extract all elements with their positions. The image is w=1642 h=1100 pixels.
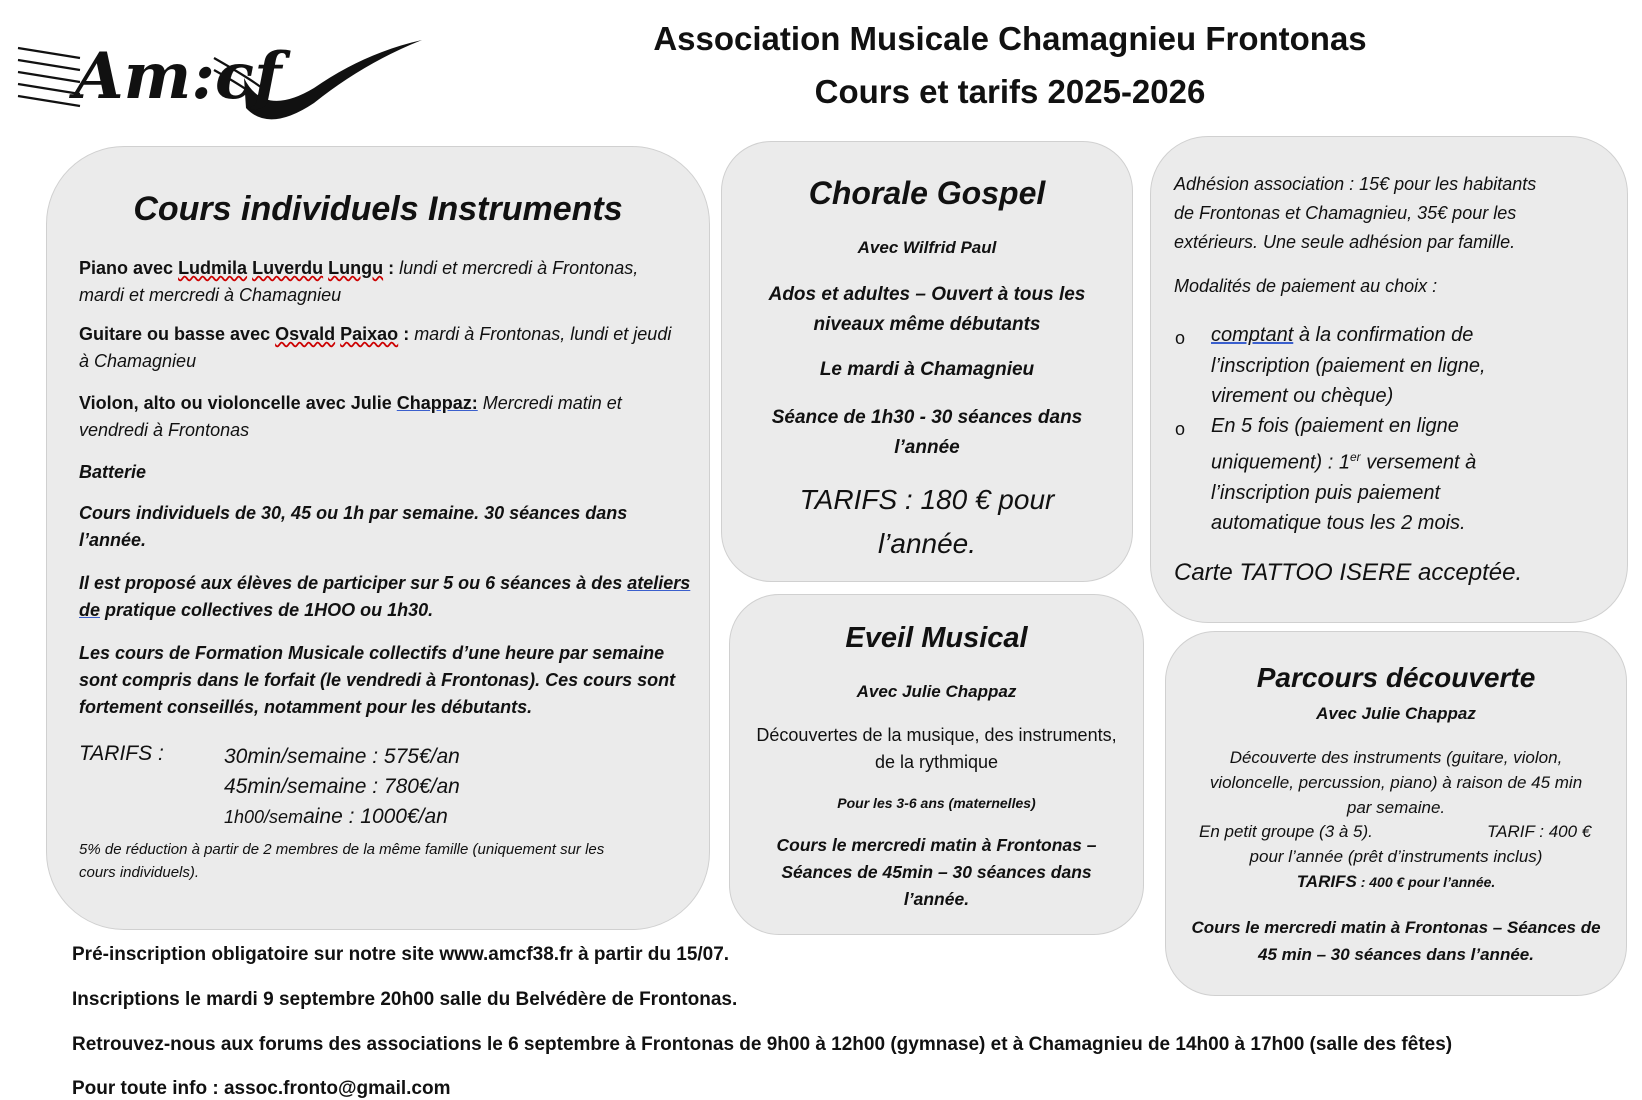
- opt2-line-2a: uniquement) : 1: [1211, 451, 1350, 474]
- piano-schedule-2: mardi et mercredi à Chamagnieu: [79, 285, 342, 305]
- opt1-line-3: virement ou chèque): [1211, 385, 1394, 407]
- fm-line-3: fortement conseillés, notamment pour les débutants.: [79, 697, 533, 717]
- eveil-teacher: Avec Julie Chappaz: [856, 682, 1017, 701]
- parcours-cours-1: Cours le mercredi matin à Frontonas – Séances de: [1191, 918, 1601, 937]
- formation-musicale-info: [79, 640, 704, 721]
- adhesion-line-1: Adhésion association : 15€ pour les habitants: [1174, 174, 1537, 194]
- opt1-line-1: à la confirmation de: [1293, 324, 1474, 346]
- violon-label: Violon, alto ou violoncelle avec Julie: [79, 393, 397, 413]
- amcf-logo: [14, 18, 424, 128]
- violon-entry: [79, 390, 699, 444]
- guitare-colon: :: [398, 324, 410, 344]
- footer-forums: Retrouvez-nous aux forums des associations le 6 septembre à Frontonas de 9h00 à 12h00 (gymnase) et à Chamagnieu de 14h00 à 17h00 (salle des fêtes): [72, 1034, 1453, 1055]
- tarif-1h-rest: aine : 1000€/an: [303, 805, 448, 828]
- carte-tattoo: Carte TATTOO ISERE acceptée.: [1174, 559, 1523, 586]
- parcours-description: [1165, 745, 1627, 820]
- eveil-cours-1: Cours le mercredi matin à Frontonas –: [776, 835, 1097, 855]
- opt2-line-2b: versement à: [1360, 451, 1477, 474]
- parcours-pret: pour l’année (prêt d’instruments inclus): [1249, 847, 1543, 866]
- guitare-schedule: mardi à Frontonas, lundi et jeudi: [409, 324, 672, 344]
- opt2-line-1: En 5 fois (paiement en ligne: [1211, 415, 1459, 437]
- footer-contact: Pour toute info : assoc.fronto@gmail.com: [72, 1078, 451, 1099]
- ateliers-de: de: [79, 600, 101, 620]
- instruments-tarifs-label: TARIFS :: [79, 742, 164, 765]
- adhesion-line-2: de Frontonas et Chamagnieu, 35€ pour les: [1174, 203, 1517, 223]
- gospel-public-2: niveaux même débutants: [813, 314, 1041, 335]
- footer-inscriptions: Inscriptions le mardi 9 septembre 20h00 salle du Belvédère de Frontonas.: [72, 989, 738, 1010]
- batterie-label: Batterie: [79, 462, 147, 482]
- gospel-public-1: Ados et adultes – Ouvert à tous les: [768, 284, 1086, 305]
- violon-teacher: Chappaz:: [396, 393, 478, 413]
- violon-schedule-2: vendredi à Frontonas: [79, 420, 250, 440]
- eveil-cours: [729, 832, 1144, 913]
- opt2-line-4: automatique tous les 2 mois.: [1211, 512, 1466, 535]
- eveil-desc-2: de la rythmique: [874, 752, 999, 772]
- eveil-cours-3: l’année.: [903, 889, 970, 909]
- adhesion-text: [1174, 170, 1614, 257]
- bullet-circle-icon: o: [1175, 419, 1186, 439]
- parcours-desc-2: violoncelle, percussion, piano) à raison de 45 min: [1209, 773, 1583, 792]
- ateliers-line-1: Il est proposé aux élèves de participer sur 5 ou 6 séances à des: [79, 573, 628, 593]
- page-title: Association Musicale Chamagnieu Frontonas: [653, 20, 1367, 57]
- tarif-30min: 30min/semaine : 575€/an: [224, 745, 460, 768]
- ateliers-link: ateliers: [627, 573, 691, 593]
- gospel-heading: Chorale Gospel: [808, 175, 1046, 211]
- modalites-label: Modalités de paiement au choix :: [1174, 276, 1438, 296]
- instruments-heading: Cours individuels Instruments: [133, 190, 623, 228]
- parcours-desc-1: Découverte des instruments (guitare, violon,: [1229, 748, 1563, 767]
- gospel-day: Le mardi à Chamagnieu: [819, 359, 1035, 380]
- opt2-line-3: l’inscription puis paiement: [1211, 481, 1441, 504]
- eveil-description: [729, 722, 1144, 776]
- gospel-tarif: [721, 478, 1133, 566]
- fm-line-1: Les cours de Formation Musicale collectifs d’une heure par semaine: [79, 643, 665, 663]
- gospel-teacher: Avec Wilfrid Paul: [857, 238, 997, 257]
- tarif-1h-prefix: 1h00/sem: [224, 807, 304, 827]
- parcours-tarifs-label: TARIFS: [1296, 872, 1357, 891]
- guitare-entry: [79, 321, 699, 375]
- gospel-tarif-2: l’année.: [877, 528, 977, 559]
- comptant-word: comptant: [1211, 324, 1294, 346]
- guitare-schedule-2: à Chamagnieu: [79, 351, 197, 371]
- parcours-tarif-inline: TARIF : 400 €: [1487, 822, 1592, 841]
- svg-text:Am:cf: Am:cf: [74, 39, 282, 114]
- parcours-tarifs: [1165, 872, 1627, 892]
- eveil-desc-1: Découvertes de la musique, des instruments,: [756, 725, 1117, 745]
- parcours-cours: [1165, 914, 1627, 968]
- fm-line-2: sont compris dans le forfait (le vendredi à Frontonas). Ces cours sont: [79, 670, 676, 690]
- gospel-seance: [721, 403, 1133, 463]
- bullet-circle-icon: o: [1175, 328, 1186, 348]
- page-subtitle: Cours et tarifs 2025-2026: [814, 73, 1206, 110]
- instruments-tarifs-list: [224, 742, 460, 832]
- piano-colon: :: [383, 258, 395, 278]
- gospel-tarif-1: TARIFS : 180 € pour: [799, 484, 1055, 515]
- parcours-cours-2: 45 min – 30 séances dans l’année.: [1258, 945, 1534, 964]
- piano-teacher-a: Ludmila: [178, 258, 248, 278]
- tarif-45min: 45min/semaine : 780€/an: [224, 775, 460, 798]
- gospel-seance-2: l’année: [894, 437, 960, 458]
- piano-teacher-b: Luverdu: [252, 258, 324, 278]
- opt1-line-2: l’inscription (paiement en ligne,: [1211, 354, 1486, 377]
- opt2-sup: er: [1349, 449, 1361, 464]
- parcours-tarifs-rest: : 400 € pour l’année.: [1356, 874, 1496, 890]
- guitare-teacher-a: Osvald: [275, 324, 336, 344]
- cours-line-1: Cours individuels de 30, 45 ou 1h par semaine. 30 séances dans: [79, 503, 628, 523]
- piano-schedule: lundi et mercredi à Frontonas,: [394, 258, 639, 278]
- ateliers-info: [79, 570, 699, 624]
- gospel-public: [721, 280, 1133, 340]
- adhesion-line-3: extérieurs. Une seule adhésion par famille.: [1174, 232, 1516, 252]
- cours-line-2: l’année.: [79, 530, 147, 550]
- guitare-label: Guitare ou basse avec: [79, 324, 276, 344]
- eveil-age: Pour les 3-6 ans (maternelles): [837, 795, 1036, 811]
- guitare-teacher-b: Paixao: [340, 324, 399, 344]
- piano-teacher-c: Lungu: [328, 258, 384, 278]
- reduction-note: [79, 838, 699, 884]
- parcours-desc-3: par semaine.: [1346, 798, 1446, 817]
- piano-entry: [79, 255, 699, 309]
- eveil-heading: Eveil Musical: [845, 622, 1028, 654]
- reduction-line-1: 5% de réduction à partir de 2 membres de la même famille (uniquement sur les: [79, 841, 605, 858]
- parcours-groupe: En petit groupe (3 à 5).: [1199, 822, 1373, 841]
- payment-option-comptant: [1211, 320, 1611, 412]
- cours-info: [79, 500, 699, 554]
- parcours-heading: Parcours découverte: [1256, 662, 1536, 693]
- piano-label: Piano avec: [79, 258, 179, 278]
- gospel-seance-1: Séance de 1h30 - 30 séances dans: [771, 407, 1083, 428]
- eveil-cours-2: Séances de 45min – 30 séances dans: [781, 862, 1092, 882]
- payment-option-5-fois: [1211, 411, 1611, 539]
- reduction-line-2: cours individuels).: [79, 864, 200, 881]
- footer-preinscription: Pré-inscription obligatoire sur notre site www.amcf38.fr à partir du 15/07.: [72, 944, 730, 965]
- violon-schedule: Mercredi matin et: [477, 393, 622, 413]
- ateliers-line-2: pratique collectives de 1HOO ou 1h30.: [100, 600, 434, 620]
- parcours-teacher: Avec Julie Chappaz: [1316, 704, 1476, 723]
